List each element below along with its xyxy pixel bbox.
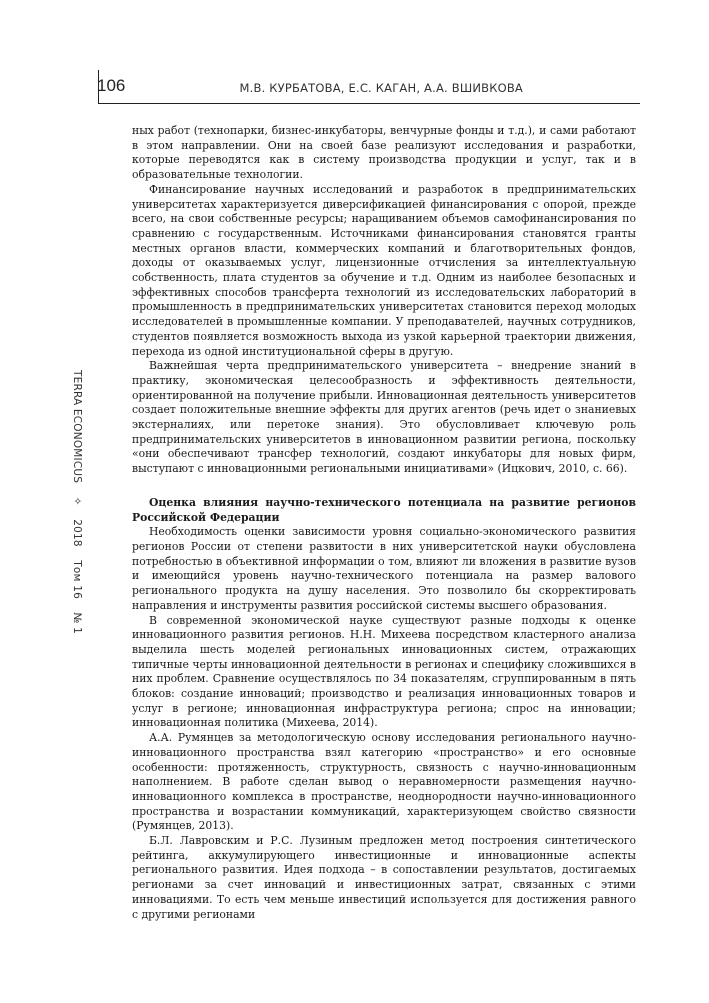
paragraph-3: Важнейшая черта предпринимательского университета – внедрение знаний в практику, экономическая целесообразность и эффективность деятельности, ориентированной на получение прибыли. Инновационная деятельность университетов создает положительные внешние эффекты для других агентов (речь идет о знаниевых экстерналиях, или перетоке знания). Это обусловливает ключевую роль предпринимательских университетов в инновационном развитии региона, поскольку «они обеспечивают трансфер технологий, создают инкубаторы для новых фирм, выступают с инновационными региональными инициативами» (Ицкович, 2010, с. 66). — [132, 359, 636, 476]
section-heading: Оценка влияния научно-технического потенциала на развитие регионов Российской Федерации — [132, 495, 636, 524]
journal-name: TERRA ECONOMICUS — [71, 370, 83, 484]
paragraph-2: Финансирование научных исследований и разработок в предпринимательских университетах характеризуется диверсификацией финансирования с опорой, прежде всего, на свои собственные ресурсы; наращиванием объемов самофинансирования по сравнению с государственным. Источниками финансирования становятся гранты местных органов власти, коммерческих компаний и благотворительных фондов, доходы от оказываемых услуг, лицензионные отчисления за интеллектуальную собственность, плата студентов за обучение и т.д. Одним из наиболее безопасных и эффективных способов трансферта технологий из исследовательских лабораторий в промышленность в предпринимательских университетах становится переход молодых исследователей в промышленные компании. У преподавателей, научных сотрудников, студентов появляется возможность выхода из узкой карьерной траектории движения, перехода из одной институциональной сферы в другую. — [132, 182, 636, 358]
paragraph-7: Б.Л. Лавровским и Р.С. Лузиным предложен метод построения синтетического рейтинга, аккумулирующего инвестиционные и инновационные аспекты регионального развития. Идея подхода – в сопоставлении результатов, достигаемых регионами за счет инноваций и инвестиционных затрат, связанных с этими инновациями. То есть чем меньше инвестиций используется для достижения равного с другими регионами — [132, 834, 636, 921]
paragraph-4: Необходимость оценки зависимости уровня социально-экономического развития регионов России от степени развитости в них университетской науки обусловлена потребностью в объективной информации о том, влияют ли вложения в развитие вузов и имеющийся уровень научно-технического потенциала на размер валового регионального продукта на душу населения. Это позволило бы скорректировать направления и инструменты развития российской системы высшего образования. — [132, 525, 636, 612]
paragraph-6: А.А. Румянцев за методологическую основу исследования регионального научно-инновационного пространства взял категорию «пространство» и его основные особенности: протяженность, структурность, связность с научно-инновационным наполнением. В работе сделан вывод о неравномерности размещения научно-инновационного комплекса в пространстве, неоднородности научно-инновационного пространства и возрастании коммуникаций, характеризующем свойство связности (Румянцев, 2013). — [132, 731, 636, 833]
running-header-authors: М.В. КУРБАТОВА, Е.С. КАГАН, А.А. ВШИВКОВА — [239, 81, 523, 95]
journal-volume: Том 16 — [71, 560, 83, 599]
paragraph-5: В современной экономической науке существуют разные подходы к оценке инновационного развития регионов. Н.Н. Михеева посредством кластерного анализа выделила шесть моделей региональных инновационных систем, отражающих типичные черты инновационной деятельности в регионах и специфику сложившихся в них проблем. Сравнение осуществлялось по 34 показателям, сгруппированным в пять блоков: создание инноваций; производство и реализация инновационных товаров и услуг в регионе; инновационная инфраструктура региона; спрос на инновации; инновационная политика (Михеева, 2014). — [132, 613, 636, 730]
header-rule — [98, 103, 640, 104]
journal-year: 2018 — [71, 519, 83, 547]
page-number: 106 — [97, 76, 126, 95]
separator-icon: ✧ — [71, 496, 83, 506]
side-journal-info — [71, 370, 83, 644]
article-body — [132, 124, 636, 922]
paragraph-1: ных работ (технопарки, бизнес-инкубаторы, венчурные фонды и т.д.), и сами работают в этом направлении. Они на своей базе реализуют исследования и разработки, которые переводятся как в систему производства продукции и услуг, так и в образовательные технологии. — [132, 124, 636, 182]
journal-issue: № 1 — [71, 612, 83, 635]
